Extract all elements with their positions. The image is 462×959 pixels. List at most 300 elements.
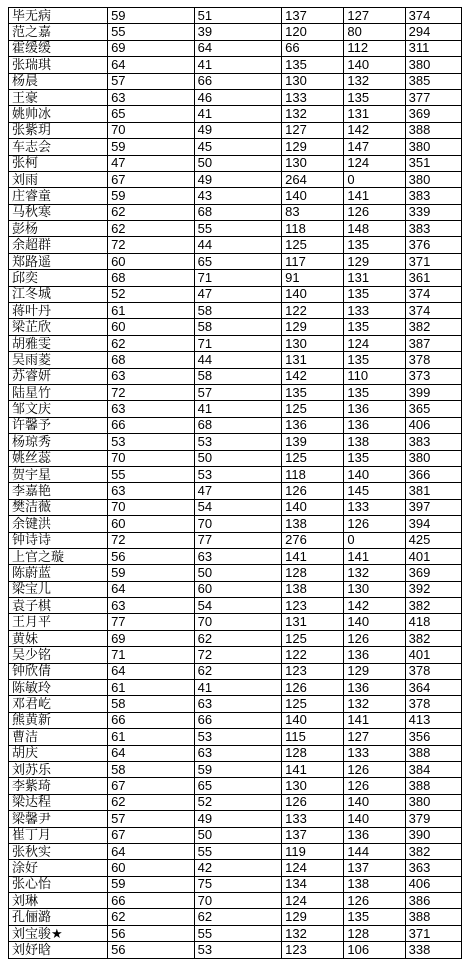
- score-cell-4[interactable]: 141: [344, 548, 405, 564]
- total-score-cell[interactable]: 383: [405, 434, 461, 450]
- score-cell-4[interactable]: 142: [344, 122, 405, 138]
- score-cell-4[interactable]: 126: [344, 778, 405, 794]
- score-cell-4[interactable]: 0: [344, 532, 405, 548]
- score-cell-1[interactable]: 66: [108, 712, 195, 728]
- score-cell-1[interactable]: 67: [108, 827, 195, 843]
- score-cell-2[interactable]: 68: [194, 417, 282, 433]
- score-cell-3[interactable]: 129: [282, 909, 344, 925]
- score-cell-1[interactable]: 55: [108, 466, 195, 482]
- score-cell-2[interactable]: 55: [194, 843, 282, 859]
- score-cell-1[interactable]: 62: [108, 204, 195, 220]
- score-cell-3[interactable]: 133: [282, 811, 344, 827]
- score-cell-2[interactable]: 41: [194, 401, 282, 417]
- score-cell-3[interactable]: 141: [282, 761, 344, 777]
- score-cell-2[interactable]: 50: [194, 450, 282, 466]
- total-score-cell[interactable]: 373: [405, 368, 461, 384]
- total-score-cell[interactable]: 294: [405, 24, 461, 40]
- total-score-cell[interactable]: 364: [405, 680, 461, 696]
- score-cell-2[interactable]: 70: [194, 614, 282, 630]
- student-name-cell[interactable]: 刘妤晗: [9, 942, 108, 958]
- student-name-cell[interactable]: 邱奕: [9, 270, 108, 286]
- student-name-cell[interactable]: 李嘉艳: [9, 483, 108, 499]
- score-cell-2[interactable]: 62: [194, 909, 282, 925]
- student-name-cell[interactable]: 杨琼秀: [9, 434, 108, 450]
- student-name-cell[interactable]: 张柯: [9, 155, 108, 171]
- total-score-cell[interactable]: 378: [405, 696, 461, 712]
- total-score-cell[interactable]: 369: [405, 565, 461, 581]
- score-cell-4[interactable]: 110: [344, 368, 405, 384]
- score-cell-4[interactable]: 136: [344, 827, 405, 843]
- total-score-cell[interactable]: 365: [405, 401, 461, 417]
- total-score-cell[interactable]: 339: [405, 204, 461, 220]
- score-cell-1[interactable]: 62: [108, 221, 195, 237]
- score-cell-2[interactable]: 47: [194, 286, 282, 302]
- student-name-cell[interactable]: 贺宇星: [9, 466, 108, 482]
- total-score-cell[interactable]: 380: [405, 57, 461, 73]
- score-cell-2[interactable]: 53: [194, 466, 282, 482]
- score-cell-3[interactable]: 132: [282, 106, 344, 122]
- total-score-cell[interactable]: 376: [405, 237, 461, 253]
- score-cell-3[interactable]: 91: [282, 270, 344, 286]
- total-score-cell[interactable]: 379: [405, 811, 461, 827]
- score-cell-4[interactable]: 130: [344, 581, 405, 597]
- score-cell-4[interactable]: 133: [344, 745, 405, 761]
- score-cell-4[interactable]: 133: [344, 303, 405, 319]
- score-cell-4[interactable]: 137: [344, 860, 405, 876]
- score-cell-4[interactable]: 131: [344, 106, 405, 122]
- score-cell-1[interactable]: 64: [108, 663, 195, 679]
- total-score-cell[interactable]: 338: [405, 942, 461, 958]
- score-cell-2[interactable]: 51: [194, 8, 282, 24]
- score-cell-3[interactable]: 137: [282, 827, 344, 843]
- score-cell-3[interactable]: 140: [282, 712, 344, 728]
- score-cell-1[interactable]: 59: [108, 565, 195, 581]
- score-cell-3[interactable]: 125: [282, 696, 344, 712]
- score-cell-2[interactable]: 41: [194, 57, 282, 73]
- score-cell-2[interactable]: 59: [194, 761, 282, 777]
- score-cell-1[interactable]: 63: [108, 89, 195, 105]
- score-cell-3[interactable]: 120: [282, 24, 344, 40]
- student-name-cell[interactable]: 许馨予: [9, 417, 108, 433]
- student-name-cell[interactable]: 孔俪潞: [9, 909, 108, 925]
- score-cell-1[interactable]: 64: [108, 745, 195, 761]
- score-cell-1[interactable]: 57: [108, 811, 195, 827]
- score-cell-3[interactable]: 123: [282, 663, 344, 679]
- total-score-cell[interactable]: 401: [405, 548, 461, 564]
- score-cell-2[interactable]: 60: [194, 581, 282, 597]
- score-cell-4[interactable]: 138: [344, 876, 405, 892]
- score-cell-4[interactable]: 138: [344, 434, 405, 450]
- score-cell-4[interactable]: 141: [344, 188, 405, 204]
- score-cell-2[interactable]: 75: [194, 876, 282, 892]
- score-cell-1[interactable]: 64: [108, 57, 195, 73]
- score-cell-3[interactable]: 118: [282, 466, 344, 482]
- score-cell-2[interactable]: 77: [194, 532, 282, 548]
- score-cell-1[interactable]: 72: [108, 384, 195, 400]
- score-cell-1[interactable]: 59: [108, 876, 195, 892]
- score-cell-3[interactable]: 124: [282, 893, 344, 909]
- score-cell-1[interactable]: 66: [108, 893, 195, 909]
- total-score-cell[interactable]: 374: [405, 303, 461, 319]
- score-cell-3[interactable]: 130: [282, 335, 344, 351]
- score-cell-2[interactable]: 65: [194, 253, 282, 269]
- student-name-cell[interactable]: 马秋寒: [9, 204, 108, 220]
- score-cell-2[interactable]: 49: [194, 171, 282, 187]
- score-cell-4[interactable]: 140: [344, 811, 405, 827]
- score-cell-3[interactable]: 130: [282, 155, 344, 171]
- score-cell-2[interactable]: 45: [194, 139, 282, 155]
- total-score-cell[interactable]: 394: [405, 516, 461, 532]
- score-cell-3[interactable]: 130: [282, 778, 344, 794]
- score-cell-4[interactable]: 127: [344, 729, 405, 745]
- score-cell-2[interactable]: 54: [194, 499, 282, 515]
- total-score-cell[interactable]: 383: [405, 188, 461, 204]
- score-cell-1[interactable]: 58: [108, 761, 195, 777]
- score-cell-4[interactable]: 124: [344, 335, 405, 351]
- score-cell-1[interactable]: 67: [108, 171, 195, 187]
- score-cell-1[interactable]: 62: [108, 794, 195, 810]
- total-score-cell[interactable]: 388: [405, 745, 461, 761]
- score-cell-1[interactable]: 69: [108, 630, 195, 646]
- student-name-cell[interactable]: 车志会: [9, 139, 108, 155]
- score-cell-4[interactable]: 124: [344, 155, 405, 171]
- total-score-cell[interactable]: 363: [405, 860, 461, 876]
- score-cell-2[interactable]: 50: [194, 565, 282, 581]
- student-name-cell[interactable]: 邹文庆: [9, 401, 108, 417]
- student-name-cell[interactable]: 姚帅冰: [9, 106, 108, 122]
- total-score-cell[interactable]: 369: [405, 106, 461, 122]
- score-cell-4[interactable]: 129: [344, 253, 405, 269]
- student-name-cell[interactable]: 余超群: [9, 237, 108, 253]
- score-cell-2[interactable]: 63: [194, 696, 282, 712]
- student-name-cell[interactable]: 霍缓缓: [9, 40, 108, 56]
- score-cell-2[interactable]: 55: [194, 221, 282, 237]
- score-cell-1[interactable]: 63: [108, 368, 195, 384]
- student-name-cell[interactable]: 梁馨尹: [9, 811, 108, 827]
- score-cell-2[interactable]: 47: [194, 483, 282, 499]
- student-name-cell[interactable]: 蒋叶丹: [9, 303, 108, 319]
- student-name-cell[interactable]: 袁子棋: [9, 598, 108, 614]
- score-cell-4[interactable]: 131: [344, 270, 405, 286]
- score-cell-1[interactable]: 68: [108, 270, 195, 286]
- score-cell-4[interactable]: 148: [344, 221, 405, 237]
- student-name-cell[interactable]: 张秋实: [9, 843, 108, 859]
- score-cell-4[interactable]: 126: [344, 516, 405, 532]
- score-cell-1[interactable]: 55: [108, 24, 195, 40]
- score-cell-3[interactable]: 122: [282, 647, 344, 663]
- score-cell-3[interactable]: 131: [282, 352, 344, 368]
- score-cell-3[interactable]: 140: [282, 188, 344, 204]
- score-cell-3[interactable]: 83: [282, 204, 344, 220]
- score-cell-3[interactable]: 139: [282, 434, 344, 450]
- score-cell-4[interactable]: 126: [344, 630, 405, 646]
- score-cell-4[interactable]: 136: [344, 401, 405, 417]
- student-name-cell[interactable]: 上官之璇: [9, 548, 108, 564]
- student-name-cell[interactable]: 熊黄新: [9, 712, 108, 728]
- score-cell-3[interactable]: 127: [282, 122, 344, 138]
- score-cell-3[interactable]: 134: [282, 876, 344, 892]
- score-cell-4[interactable]: 135: [344, 319, 405, 335]
- score-cell-3[interactable]: 140: [282, 286, 344, 302]
- score-cell-2[interactable]: 44: [194, 237, 282, 253]
- score-cell-3[interactable]: 115: [282, 729, 344, 745]
- score-cell-3[interactable]: 128: [282, 565, 344, 581]
- score-cell-2[interactable]: 68: [194, 204, 282, 220]
- student-name-cell[interactable]: 钟诗诗: [9, 532, 108, 548]
- student-name-cell[interactable]: 王月平: [9, 614, 108, 630]
- student-name-cell[interactable]: 邓君屹: [9, 696, 108, 712]
- score-cell-3[interactable]: 136: [282, 417, 344, 433]
- score-cell-4[interactable]: 132: [344, 696, 405, 712]
- score-cell-2[interactable]: 46: [194, 89, 282, 105]
- score-cell-3[interactable]: 123: [282, 942, 344, 958]
- score-cell-2[interactable]: 65: [194, 778, 282, 794]
- score-cell-2[interactable]: 58: [194, 303, 282, 319]
- student-name-cell[interactable]: 刘苏乐: [9, 761, 108, 777]
- score-cell-4[interactable]: 136: [344, 647, 405, 663]
- score-cell-2[interactable]: 53: [194, 434, 282, 450]
- score-cell-1[interactable]: 72: [108, 532, 195, 548]
- score-cell-4[interactable]: 128: [344, 925, 405, 941]
- score-cell-1[interactable]: 64: [108, 581, 195, 597]
- score-cell-1[interactable]: 70: [108, 450, 195, 466]
- score-cell-4[interactable]: 129: [344, 663, 405, 679]
- score-cell-3[interactable]: 276: [282, 532, 344, 548]
- score-cell-3[interactable]: 123: [282, 598, 344, 614]
- score-cell-2[interactable]: 64: [194, 40, 282, 56]
- score-cell-1[interactable]: 61: [108, 680, 195, 696]
- student-name-cell[interactable]: 余键洪: [9, 516, 108, 532]
- total-score-cell[interactable]: 399: [405, 384, 461, 400]
- total-score-cell[interactable]: 366: [405, 466, 461, 482]
- student-name-cell[interactable]: 毕无病: [9, 8, 108, 24]
- total-score-cell[interactable]: 356: [405, 729, 461, 745]
- score-cell-3[interactable]: 264: [282, 171, 344, 187]
- score-cell-4[interactable]: 135: [344, 286, 405, 302]
- score-cell-2[interactable]: 62: [194, 630, 282, 646]
- score-cell-3[interactable]: 137: [282, 8, 344, 24]
- student-name-cell[interactable]: 崔丁月: [9, 827, 108, 843]
- score-cell-1[interactable]: 58: [108, 696, 195, 712]
- score-cell-4[interactable]: 135: [344, 352, 405, 368]
- score-cell-1[interactable]: 60: [108, 860, 195, 876]
- score-cell-3[interactable]: 117: [282, 253, 344, 269]
- score-cell-2[interactable]: 58: [194, 319, 282, 335]
- score-cell-1[interactable]: 57: [108, 73, 195, 89]
- score-cell-1[interactable]: 56: [108, 925, 195, 941]
- score-cell-2[interactable]: 41: [194, 680, 282, 696]
- score-cell-2[interactable]: 55: [194, 925, 282, 941]
- student-name-cell[interactable]: 陆星竹: [9, 384, 108, 400]
- total-score-cell[interactable]: 377: [405, 89, 461, 105]
- total-score-cell[interactable]: 388: [405, 122, 461, 138]
- score-cell-4[interactable]: 140: [344, 794, 405, 810]
- score-cell-3[interactable]: 122: [282, 303, 344, 319]
- score-cell-3[interactable]: 135: [282, 57, 344, 73]
- student-name-cell[interactable]: 曹洁: [9, 729, 108, 745]
- score-cell-3[interactable]: 140: [282, 499, 344, 515]
- student-name-cell[interactable]: 张紫玥: [9, 122, 108, 138]
- score-cell-2[interactable]: 53: [194, 942, 282, 958]
- score-cell-4[interactable]: 133: [344, 499, 405, 515]
- score-cell-3[interactable]: 125: [282, 630, 344, 646]
- score-cell-1[interactable]: 62: [108, 335, 195, 351]
- student-name-cell[interactable]: 张心怡: [9, 876, 108, 892]
- score-cell-3[interactable]: 129: [282, 139, 344, 155]
- score-cell-4[interactable]: 136: [344, 417, 405, 433]
- score-cell-2[interactable]: 63: [194, 548, 282, 564]
- student-name-cell[interactable]: 吴少铭: [9, 647, 108, 663]
- score-cell-1[interactable]: 63: [108, 598, 195, 614]
- total-score-cell[interactable]: 378: [405, 663, 461, 679]
- total-score-cell[interactable]: 418: [405, 614, 461, 630]
- score-cell-2[interactable]: 66: [194, 712, 282, 728]
- student-name-cell[interactable]: 梁达程: [9, 794, 108, 810]
- student-name-cell[interactable]: 刘雨: [9, 171, 108, 187]
- total-score-cell[interactable]: 361: [405, 270, 461, 286]
- total-score-cell[interactable]: 406: [405, 417, 461, 433]
- score-cell-3[interactable]: 142: [282, 368, 344, 384]
- score-cell-2[interactable]: 71: [194, 335, 282, 351]
- student-name-cell[interactable]: 姚丝蕊: [9, 450, 108, 466]
- score-cell-1[interactable]: 65: [108, 106, 195, 122]
- score-cell-3[interactable]: 119: [282, 843, 344, 859]
- score-cell-3[interactable]: 129: [282, 319, 344, 335]
- student-name-cell[interactable]: 苏睿妍: [9, 368, 108, 384]
- score-cell-2[interactable]: 62: [194, 663, 282, 679]
- total-score-cell[interactable]: 388: [405, 778, 461, 794]
- total-score-cell[interactable]: 425: [405, 532, 461, 548]
- total-score-cell[interactable]: 392: [405, 581, 461, 597]
- score-cell-1[interactable]: 60: [108, 516, 195, 532]
- score-cell-3[interactable]: 125: [282, 401, 344, 417]
- score-cell-4[interactable]: 140: [344, 57, 405, 73]
- score-cell-3[interactable]: 138: [282, 581, 344, 597]
- student-name-cell[interactable]: 陈敏玲: [9, 680, 108, 696]
- score-cell-4[interactable]: 127: [344, 8, 405, 24]
- total-score-cell[interactable]: 311: [405, 40, 461, 56]
- score-cell-2[interactable]: 70: [194, 893, 282, 909]
- student-name-cell[interactable]: 黄妹: [9, 630, 108, 646]
- score-cell-3[interactable]: 124: [282, 860, 344, 876]
- score-cell-2[interactable]: 41: [194, 106, 282, 122]
- score-cell-4[interactable]: 0: [344, 171, 405, 187]
- score-cell-2[interactable]: 66: [194, 73, 282, 89]
- student-name-cell[interactable]: 吴雨菱: [9, 352, 108, 368]
- score-cell-4[interactable]: 135: [344, 909, 405, 925]
- score-cell-1[interactable]: 59: [108, 188, 195, 204]
- student-name-cell[interactable]: 彭杨: [9, 221, 108, 237]
- score-cell-4[interactable]: 140: [344, 614, 405, 630]
- score-cell-1[interactable]: 59: [108, 8, 195, 24]
- score-cell-1[interactable]: 64: [108, 843, 195, 859]
- student-name-cell[interactable]: 涂好: [9, 860, 108, 876]
- score-cell-2[interactable]: 52: [194, 794, 282, 810]
- score-cell-1[interactable]: 60: [108, 319, 195, 335]
- score-cell-3[interactable]: 66: [282, 40, 344, 56]
- total-score-cell[interactable]: 371: [405, 925, 461, 941]
- score-cell-4[interactable]: 80: [344, 24, 405, 40]
- score-cell-3[interactable]: 126: [282, 680, 344, 696]
- score-cell-1[interactable]: 70: [108, 122, 195, 138]
- total-score-cell[interactable]: 382: [405, 598, 461, 614]
- score-cell-4[interactable]: 145: [344, 483, 405, 499]
- total-score-cell[interactable]: 387: [405, 335, 461, 351]
- student-name-cell[interactable]: 刘宝骏★: [9, 925, 108, 941]
- score-cell-3[interactable]: 125: [282, 237, 344, 253]
- score-cell-3[interactable]: 132: [282, 925, 344, 941]
- total-score-cell[interactable]: 384: [405, 761, 461, 777]
- score-cell-2[interactable]: 71: [194, 270, 282, 286]
- score-cell-3[interactable]: 138: [282, 516, 344, 532]
- student-name-cell[interactable]: 刘琳: [9, 893, 108, 909]
- total-score-cell[interactable]: 413: [405, 712, 461, 728]
- score-cell-3[interactable]: 125: [282, 450, 344, 466]
- score-cell-4[interactable]: 112: [344, 40, 405, 56]
- score-cell-1[interactable]: 61: [108, 303, 195, 319]
- total-score-cell[interactable]: 380: [405, 450, 461, 466]
- total-score-cell[interactable]: 406: [405, 876, 461, 892]
- score-cell-1[interactable]: 60: [108, 253, 195, 269]
- total-score-cell[interactable]: 382: [405, 630, 461, 646]
- score-cell-2[interactable]: 63: [194, 745, 282, 761]
- score-cell-1[interactable]: 67: [108, 778, 195, 794]
- total-score-cell[interactable]: 383: [405, 221, 461, 237]
- score-cell-3[interactable]: 128: [282, 745, 344, 761]
- score-cell-1[interactable]: 68: [108, 352, 195, 368]
- score-cell-4[interactable]: 136: [344, 680, 405, 696]
- score-cell-4[interactable]: 142: [344, 598, 405, 614]
- score-cell-2[interactable]: 70: [194, 516, 282, 532]
- score-cell-1[interactable]: 62: [108, 909, 195, 925]
- score-cell-2[interactable]: 50: [194, 827, 282, 843]
- score-cell-1[interactable]: 77: [108, 614, 195, 630]
- score-cell-3[interactable]: 126: [282, 483, 344, 499]
- total-score-cell[interactable]: 381: [405, 483, 461, 499]
- score-cell-1[interactable]: 59: [108, 139, 195, 155]
- score-cell-2[interactable]: 49: [194, 811, 282, 827]
- total-score-cell[interactable]: 378: [405, 352, 461, 368]
- score-cell-4[interactable]: 126: [344, 761, 405, 777]
- total-score-cell[interactable]: 374: [405, 8, 461, 24]
- student-name-cell[interactable]: 庄睿童: [9, 188, 108, 204]
- student-name-cell[interactable]: 范之嘉: [9, 24, 108, 40]
- total-score-cell[interactable]: 380: [405, 794, 461, 810]
- score-cell-1[interactable]: 56: [108, 942, 195, 958]
- score-cell-2[interactable]: 53: [194, 729, 282, 745]
- student-name-cell[interactable]: 胡雅雯: [9, 335, 108, 351]
- score-cell-4[interactable]: 141: [344, 712, 405, 728]
- score-cell-2[interactable]: 72: [194, 647, 282, 663]
- score-cell-4[interactable]: 132: [344, 565, 405, 581]
- score-cell-2[interactable]: 39: [194, 24, 282, 40]
- student-name-cell[interactable]: 江冬城: [9, 286, 108, 302]
- total-score-cell[interactable]: 397: [405, 499, 461, 515]
- score-cell-4[interactable]: 135: [344, 89, 405, 105]
- total-score-cell[interactable]: 380: [405, 171, 461, 187]
- score-cell-3[interactable]: 135: [282, 384, 344, 400]
- student-name-cell[interactable]: 王豪: [9, 89, 108, 105]
- total-score-cell[interactable]: 382: [405, 843, 461, 859]
- score-cell-3[interactable]: 118: [282, 221, 344, 237]
- student-name-cell[interactable]: 钟欣倩: [9, 663, 108, 679]
- score-cell-2[interactable]: 44: [194, 352, 282, 368]
- score-cell-4[interactable]: 140: [344, 466, 405, 482]
- student-name-cell[interactable]: 梁宝儿: [9, 581, 108, 597]
- score-cell-1[interactable]: 66: [108, 417, 195, 433]
- student-name-cell[interactable]: 梁芷欣: [9, 319, 108, 335]
- score-cell-1[interactable]: 69: [108, 40, 195, 56]
